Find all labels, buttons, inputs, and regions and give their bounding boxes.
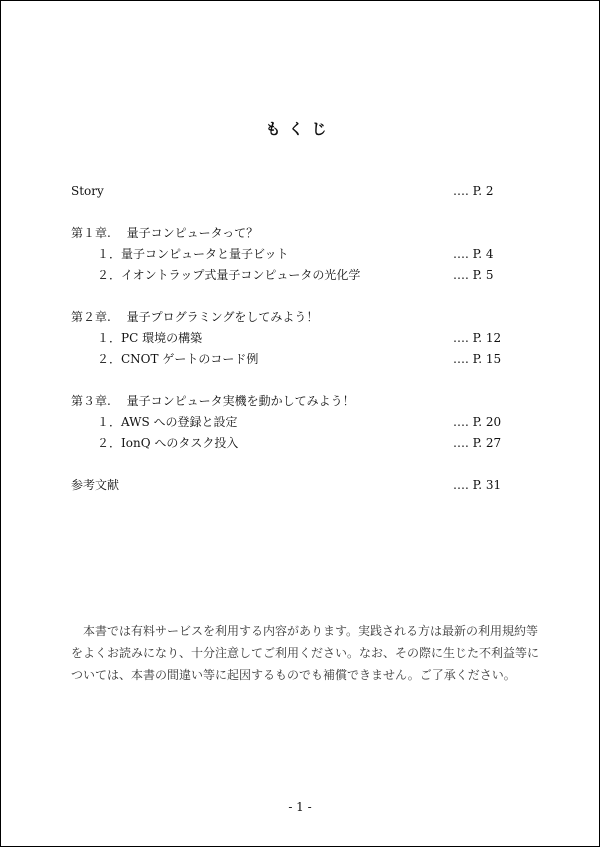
toc-entry-story: [1, 181, 599, 202]
toc-entry-page: …. P. 27: [453, 436, 502, 450]
chapter-heading: 第３章. 量子コンピュータ実機を動かしてみよう！: [71, 394, 355, 408]
toc-entry-page: …. P. 31: [453, 478, 502, 492]
toc-entry-page: …. P. 15: [453, 352, 502, 366]
toc-entry-label: １．AWS への登録と設定: [97, 415, 238, 429]
toc-entry-page: …. P. 4: [453, 247, 494, 261]
toc-entry-label: ２．イオントラップ式量子コンピュータの光化学: [97, 268, 361, 282]
toc-entry-label: 参考文献: [71, 478, 120, 492]
toc-entry: [1, 349, 599, 370]
toc-entry: [1, 244, 599, 265]
toc-entry-page: …. P. 2: [453, 184, 494, 198]
toc-entry-page: …. P. 12: [453, 331, 502, 345]
toc-chapter-3: [1, 391, 599, 412]
toc-chapter-1: [1, 223, 599, 244]
toc-entry-label: １．量子コンピュータと量子ビット: [97, 247, 289, 261]
toc-entry: [1, 265, 599, 286]
toc-entry: [1, 412, 599, 433]
page-title: もくじ: [265, 120, 335, 138]
toc-entry-label: １．PC 環境の構築: [97, 331, 203, 345]
toc-entry: [1, 433, 599, 454]
chapter-heading: 第１章. 量子コンピュータって？: [71, 226, 259, 240]
toc-chapter-2: [1, 307, 599, 328]
toc-entry-label: ２．CNOT ゲートのコード例: [97, 352, 259, 366]
disclaimer-paragraph: 本書では有料サービスを利用する内容があります。実践される方は最新の利用規約等をよくお読みになり、十分注意してご利用ください。なお、その際に生じた不利益等については、本書の間違い等に起因するものでも補償できません。ご了承ください。: [71, 624, 540, 682]
table-of-contents: [1, 181, 599, 496]
chapter-heading: 第２章. 量子プログラミングをしてみよう！: [71, 310, 319, 324]
toc-entry-page: …. P. 20: [453, 415, 502, 429]
toc-entry-page: …. P. 5: [453, 268, 494, 282]
toc-entry: [1, 328, 599, 349]
toc-entry-label: Story: [71, 184, 104, 198]
toc-entry-label: ２．IonQ へのタスク投入: [97, 436, 239, 450]
page-number: - 1 -: [288, 800, 312, 814]
toc-entry-references: [1, 475, 599, 496]
